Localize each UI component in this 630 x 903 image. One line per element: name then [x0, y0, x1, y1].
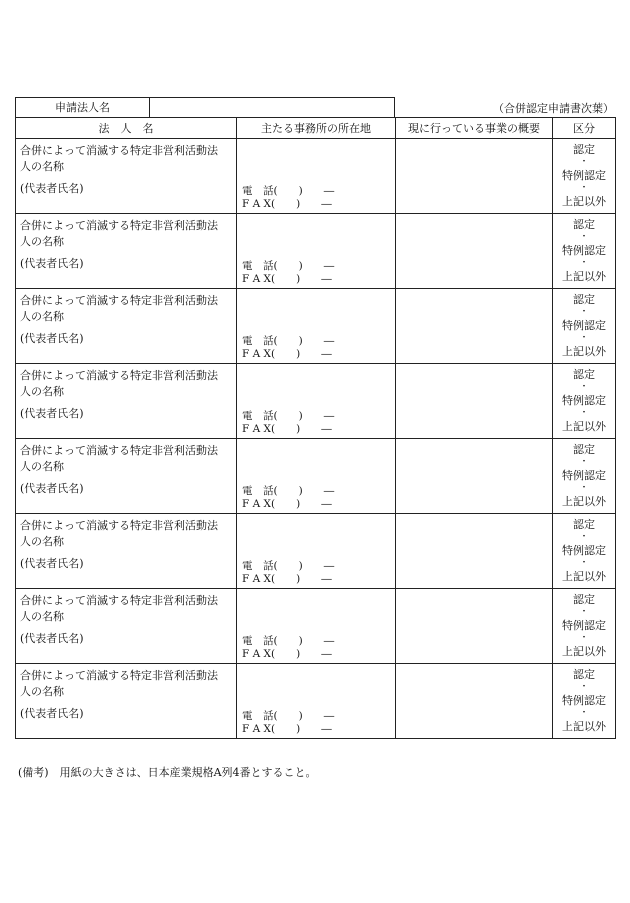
column-header-business-summary: 現に行っている事業の概要	[396, 118, 553, 139]
representative-label: (代表者氏名)	[20, 332, 84, 345]
office-address-cell[interactable]	[237, 289, 396, 364]
representative-label: (代表者氏名)	[20, 632, 84, 645]
fax-label: F A X( ) ―	[242, 573, 332, 585]
business-summary-cell[interactable]	[396, 664, 553, 739]
category-special-certified[interactable]: 特例認定	[562, 394, 606, 407]
category-separator: ・	[579, 558, 589, 568]
telephone-label: 電 話( ) ―	[242, 185, 335, 197]
org-label-line2: 人の名称	[20, 610, 64, 623]
org-label-line2: 人の名称	[20, 385, 64, 398]
telephone-label: 電 話( ) ―	[242, 710, 335, 722]
dissolving-corporation-label	[20, 668, 234, 700]
dissolving-corporation-label	[20, 443, 234, 475]
category-certified[interactable]: 認定	[573, 293, 595, 306]
applicant-label: 申請法人名	[16, 98, 150, 117]
category-separator: ・	[579, 333, 589, 343]
category-cell[interactable]	[553, 214, 616, 289]
table-header-row	[16, 118, 616, 139]
category-cell[interactable]	[553, 139, 616, 214]
category-separator: ・	[579, 532, 589, 542]
category-other[interactable]: 上記以外	[562, 270, 606, 283]
category-special-certified[interactable]: 特例認定	[562, 619, 606, 632]
category-separator: ・	[579, 682, 589, 692]
representative-label: (代表者氏名)	[20, 482, 84, 495]
org-label-line1: 合併によって消滅する特定非営利活動法	[20, 594, 218, 607]
telephone-label: 電 話( ) ―	[242, 260, 335, 272]
category-other[interactable]: 上記以外	[562, 495, 606, 508]
corporation-name-cell[interactable]	[16, 589, 237, 664]
dissolving-corporation-label	[20, 218, 234, 250]
category-certified[interactable]: 認定	[573, 218, 595, 231]
category-special-certified[interactable]: 特例認定	[562, 319, 606, 332]
category-options	[553, 589, 615, 658]
fax-label: F A X( ) ―	[242, 498, 332, 510]
business-summary-cell[interactable]	[396, 439, 553, 514]
category-options	[553, 289, 615, 358]
corporation-name-cell[interactable]	[16, 439, 237, 514]
business-summary-cell[interactable]	[396, 514, 553, 589]
category-cell[interactable]	[553, 439, 616, 514]
dissolving-corporation-label	[20, 368, 234, 400]
category-options	[553, 664, 615, 733]
business-summary-cell[interactable]	[396, 364, 553, 439]
category-separator: ・	[579, 157, 589, 167]
business-summary-cell[interactable]	[396, 589, 553, 664]
category-other[interactable]: 上記以外	[562, 345, 606, 358]
category-separator: ・	[579, 232, 589, 242]
office-address-cell[interactable]	[237, 139, 396, 214]
dissolving-corporation-label	[20, 518, 234, 550]
org-label-line1: 合併によって消滅する特定非営利活動法	[20, 444, 218, 457]
category-certified[interactable]: 認定	[573, 668, 595, 681]
table-row	[16, 439, 616, 514]
form-subtitle: （合併認定申請書次葉）	[493, 102, 614, 115]
category-special-certified[interactable]: 特例認定	[562, 469, 606, 482]
office-address-cell[interactable]	[237, 439, 396, 514]
org-label-line2: 人の名称	[20, 235, 64, 248]
applicant-box	[15, 97, 395, 117]
category-certified[interactable]: 認定	[573, 443, 595, 456]
category-separator: ・	[579, 382, 589, 392]
org-label-line1: 合併によって消滅する特定非営利活動法	[20, 144, 218, 157]
corporation-name-cell[interactable]	[16, 214, 237, 289]
category-separator: ・	[579, 708, 589, 718]
telephone-label: 電 話( ) ―	[242, 335, 335, 347]
telephone-label: 電 話( ) ―	[242, 485, 335, 497]
category-certified[interactable]: 認定	[573, 593, 595, 606]
category-options	[553, 514, 615, 583]
category-cell[interactable]	[553, 514, 616, 589]
roster-body	[16, 139, 616, 739]
applicant-name-field[interactable]	[150, 98, 394, 117]
representative-label: (代表者氏名)	[20, 407, 84, 420]
org-label-line1: 合併によって消滅する特定非営利活動法	[20, 669, 218, 682]
table-row	[16, 214, 616, 289]
fax-label: F A X( ) ―	[242, 648, 332, 660]
category-other[interactable]: 上記以外	[562, 720, 606, 733]
office-address-cell[interactable]	[237, 589, 396, 664]
merger-roster-table	[15, 117, 616, 739]
representative-label: (代表者氏名)	[20, 257, 84, 270]
corporation-name-cell[interactable]	[16, 664, 237, 739]
category-options	[553, 214, 615, 283]
category-special-certified[interactable]: 特例認定	[562, 244, 606, 257]
corporation-name-cell[interactable]	[16, 139, 237, 214]
org-label-line1: 合併によって消滅する特定非営利活動法	[20, 294, 218, 307]
telephone-label: 電 話( ) ―	[242, 410, 335, 422]
category-cell[interactable]	[553, 664, 616, 739]
category-other[interactable]: 上記以外	[562, 645, 606, 658]
category-separator: ・	[579, 258, 589, 268]
column-header-corporation-name: 法 人 名	[16, 118, 237, 139]
fax-label: F A X( ) ―	[242, 273, 332, 285]
org-label-line2: 人の名称	[20, 160, 64, 173]
office-address-cell[interactable]	[237, 664, 396, 739]
category-certified[interactable]: 認定	[573, 518, 595, 531]
table-row	[16, 589, 616, 664]
category-special-certified[interactable]: 特例認定	[562, 694, 606, 707]
business-summary-cell[interactable]	[396, 289, 553, 364]
category-cell[interactable]	[553, 289, 616, 364]
category-options	[553, 139, 615, 208]
office-address-cell[interactable]	[237, 514, 396, 589]
corporation-name-cell[interactable]	[16, 364, 237, 439]
column-header-category: 区分	[553, 118, 616, 139]
category-separator: ・	[579, 633, 589, 643]
category-certified[interactable]: 認定	[573, 368, 595, 381]
category-certified[interactable]: 認定	[573, 143, 595, 156]
office-address-cell[interactable]	[237, 214, 396, 289]
category-options	[553, 439, 615, 508]
representative-label: (代表者氏名)	[20, 182, 84, 195]
category-special-certified[interactable]: 特例認定	[562, 544, 606, 557]
table-row	[16, 514, 616, 589]
table-row	[16, 364, 616, 439]
org-label-line2: 人の名称	[20, 685, 64, 698]
category-options	[553, 364, 615, 433]
org-label-line1: 合併によって消滅する特定非営利活動法	[20, 519, 218, 532]
table-row	[16, 139, 616, 214]
category-separator: ・	[579, 483, 589, 493]
table-row	[16, 664, 616, 739]
category-separator: ・	[579, 607, 589, 617]
fax-label: F A X( ) ―	[242, 348, 332, 360]
category-cell[interactable]	[553, 364, 616, 439]
telephone-label: 電 話( ) ―	[242, 560, 335, 572]
org-label-line1: 合併によって消滅する特定非営利活動法	[20, 219, 218, 232]
category-separator: ・	[579, 457, 589, 467]
dissolving-corporation-label	[20, 143, 234, 175]
fax-label: F A X( ) ―	[242, 423, 332, 435]
representative-label: (代表者氏名)	[20, 557, 84, 570]
category-other[interactable]: 上記以外	[562, 420, 606, 433]
corporation-name-cell[interactable]	[16, 289, 237, 364]
category-separator: ・	[579, 408, 589, 418]
category-cell[interactable]	[553, 589, 616, 664]
business-summary-cell[interactable]	[396, 139, 553, 214]
fax-label: F A X( ) ―	[242, 198, 332, 210]
category-separator: ・	[579, 307, 589, 317]
org-label-line1: 合併によって消滅する特定非営利活動法	[20, 369, 218, 382]
representative-label: (代表者氏名)	[20, 707, 84, 720]
category-separator: ・	[579, 183, 589, 193]
fax-label: F A X( ) ―	[242, 723, 332, 735]
org-label-line2: 人の名称	[20, 535, 64, 548]
dissolving-corporation-label	[20, 293, 234, 325]
dissolving-corporation-label	[20, 593, 234, 625]
corporation-name-cell[interactable]	[16, 514, 237, 589]
remarks-note: (備考) 用紙の大きさは、日本産業規格A列4番とすること。	[18, 766, 317, 779]
category-other[interactable]: 上記以外	[562, 195, 606, 208]
table-row	[16, 289, 616, 364]
category-special-certified[interactable]: 特例認定	[562, 169, 606, 182]
business-summary-cell[interactable]	[396, 214, 553, 289]
org-label-line2: 人の名称	[20, 460, 64, 473]
office-address-cell[interactable]	[237, 364, 396, 439]
category-other[interactable]: 上記以外	[562, 570, 606, 583]
org-label-line2: 人の名称	[20, 310, 64, 323]
telephone-label: 電 話( ) ―	[242, 635, 335, 647]
column-header-office-address: 主たる事務所の所在地	[237, 118, 396, 139]
